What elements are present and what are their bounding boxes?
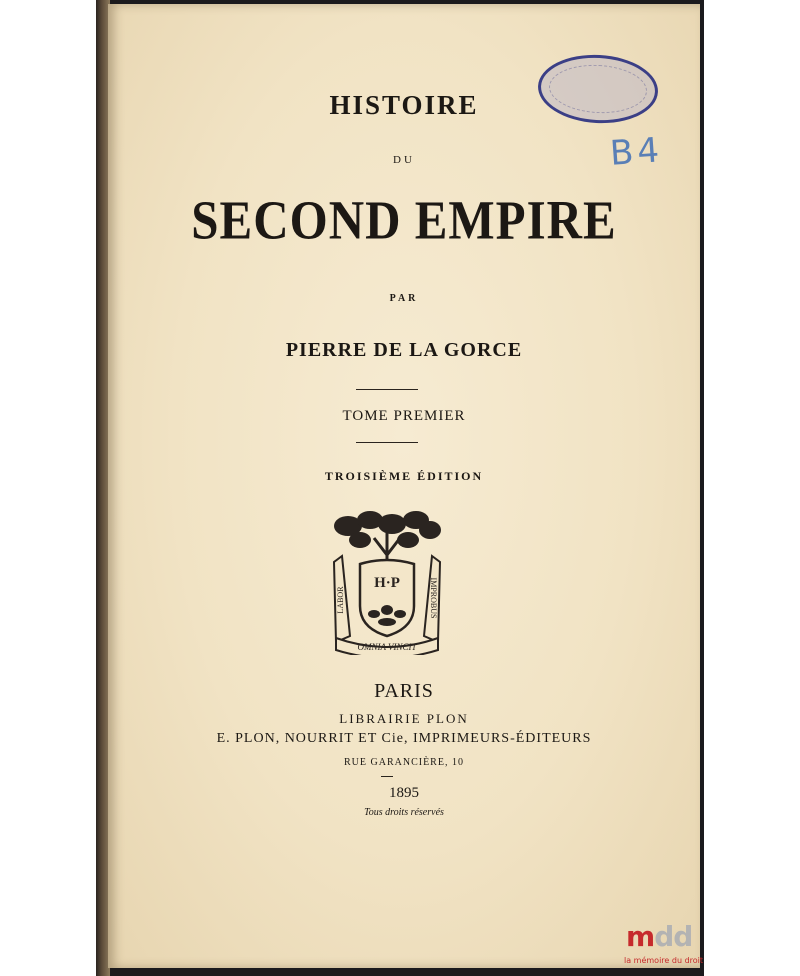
title-line-2: DU [393,154,415,166]
main-title: SECOND EMPIRE [191,189,617,251]
publication-city: PARIS [374,680,434,702]
library-name: LIBRAIRIE PLON [339,711,469,726]
publisher-emblem [330,510,444,655]
year-divider [381,776,393,777]
watermark-tagline: la mémoire du droit [624,956,704,965]
watermark-logo [626,922,692,952]
emblem-monogram: H·P [374,575,400,591]
divider-bottom [356,442,418,443]
publisher-address: RUE GARANCIÈRE, 10 [344,757,464,768]
shelfmark-annotation: B4 [608,130,665,174]
emblem-motto-bottom: OMNIA VINCIT [357,642,417,652]
publisher-name: E. PLON, NOURRIT ET Cie, IMPRIMEURS-ÉDITEURS [216,731,592,746]
rights-notice: Tous droits réservés [364,807,444,818]
emblem-motto-left: LABOR [336,586,345,614]
logo-letters-dd: dd [654,920,693,953]
author-name: PIERRE DE LA GORCE [285,339,523,361]
logo-letter-m: m [626,920,655,953]
emblem-motto-right: IMPROBUS [429,577,438,619]
volume-label: TOME PREMIER [342,408,466,424]
by-line: PAR [389,293,419,304]
edition-label: TROISIÈME ÉDITION [324,469,484,483]
title-line-1: HISTOIRE [329,90,479,120]
divider-top [356,389,418,390]
publication-year: 1895 [389,785,419,801]
